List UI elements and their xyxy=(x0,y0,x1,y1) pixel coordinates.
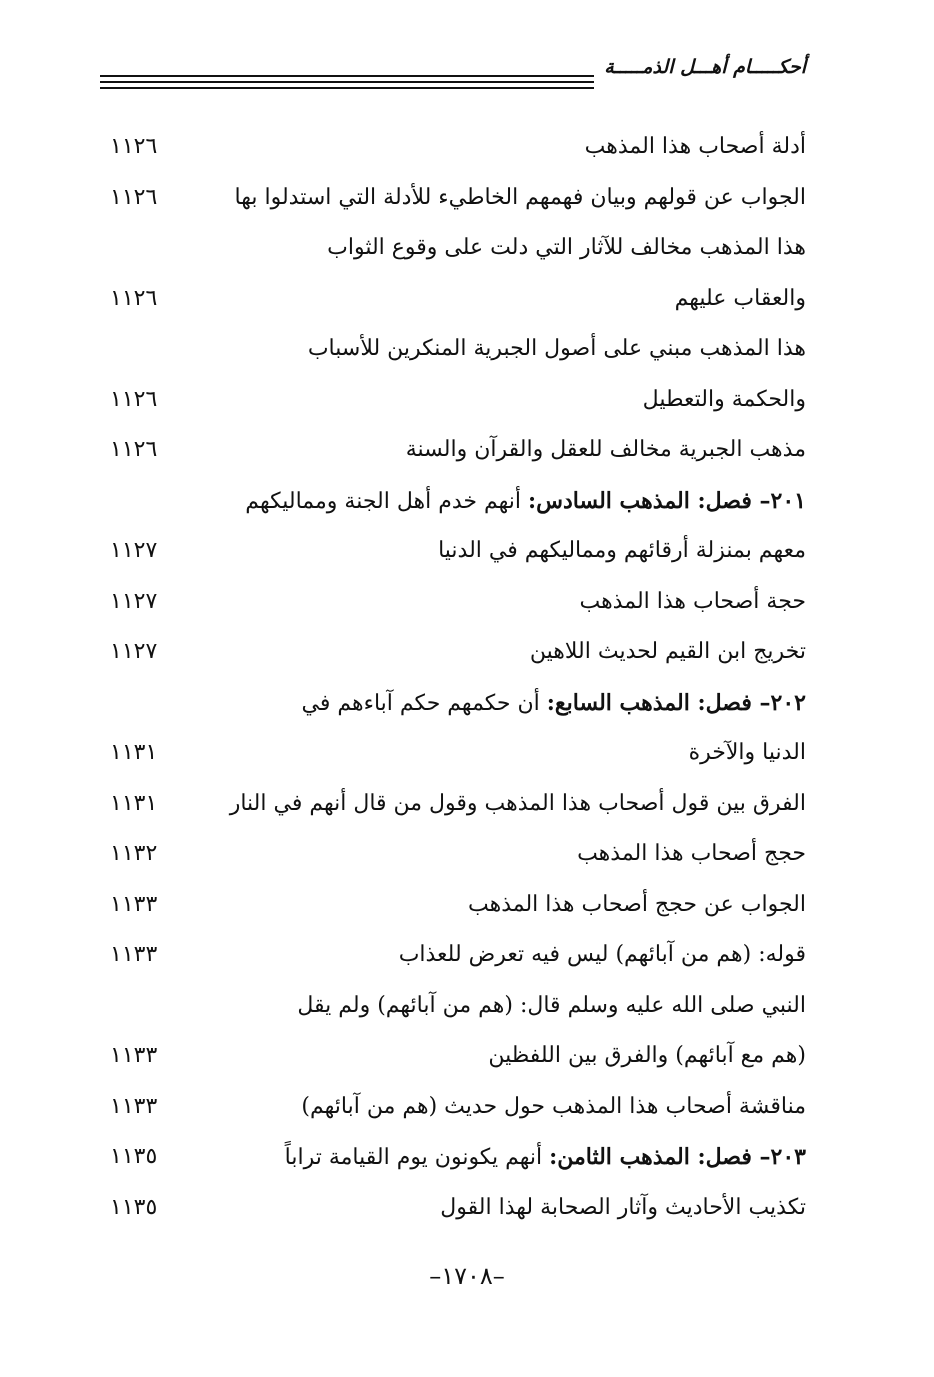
section-heading: – فصل: المذهب الثامن: xyxy=(549,1144,771,1170)
toc-entry xyxy=(0,175,934,225)
entry-title: هذا المذهب مبني على أصول الجبرية المنكرين للأسباب xyxy=(307,336,806,361)
toc-entry xyxy=(0,629,934,679)
toc-entry xyxy=(0,427,934,477)
toc-entry xyxy=(0,276,934,326)
toc-entry-text xyxy=(689,738,806,768)
toc-entry xyxy=(0,831,934,881)
toc-entry-text xyxy=(230,789,806,819)
toc-page-number: ١١٣٢ xyxy=(110,841,158,866)
toc-entry xyxy=(0,730,934,780)
toc-entry-text xyxy=(440,1193,806,1223)
entry-title: معهم بمنزلة أرقائهم ومماليكهم في الدنيا xyxy=(438,538,806,563)
toc-page-number: ١١٢٦ xyxy=(110,437,158,462)
toc-entry-text xyxy=(585,132,806,162)
header-title: أحكـــــام أهـــل الذمـــــة xyxy=(604,56,806,78)
toc-entry xyxy=(0,882,934,932)
entry-title: مناقشة أصحاب هذا المذهب حول حديث (هم من آبائهم) xyxy=(301,1093,806,1119)
entry-title: أن حكمهم حكم آباءهم في xyxy=(301,690,547,716)
entry-title: حجة أصحاب هذا المذهب xyxy=(579,588,806,614)
toc-entry-text xyxy=(399,940,806,970)
entry-title: أنهم خدم أهل الجنة ومماليكهم xyxy=(245,488,528,514)
entry-title: (هم مع آبائهم) والفرق بين اللفظين xyxy=(488,1043,806,1068)
toc-entry xyxy=(0,1185,934,1235)
toc-page-number: ١١٢٧ xyxy=(110,639,158,664)
entry-title: الدنيا والآخرة xyxy=(688,740,806,765)
toc-entry xyxy=(0,528,934,578)
toc-entry xyxy=(0,1084,934,1134)
toc-entry-text xyxy=(285,1142,806,1173)
toc-page-number: ١١٣١ xyxy=(110,740,158,765)
toc-entry-text xyxy=(675,284,806,314)
section-heading: – فصل: المذهب السابع: xyxy=(546,689,771,716)
entry-title: تكذيب الأحاديث وآثار الصحابة لهذا القول xyxy=(440,1194,806,1220)
toc-entry-text xyxy=(235,183,807,213)
toc-page-number: ١١٣٣ xyxy=(110,1093,158,1119)
toc-entry xyxy=(0,932,934,982)
toc-page-number: ١١٣٣ xyxy=(110,942,158,967)
header-rule xyxy=(100,75,594,77)
toc-entry-text xyxy=(406,435,806,465)
toc-entry-text xyxy=(643,385,806,415)
toc-page-number: ١١٣٥ xyxy=(110,1144,158,1169)
toc-entry-text xyxy=(530,637,806,667)
toc-entry xyxy=(0,1134,934,1184)
header-rule xyxy=(100,87,594,89)
entry-title: النبي صلى الله عليه وسلم قال: (هم من آبائهم) ولم يقل xyxy=(297,992,806,1018)
toc-entry-text xyxy=(488,1041,806,1071)
entry-title: والحكمة والتعطيل xyxy=(642,386,806,412)
toc-entry-text xyxy=(438,536,806,566)
toc-entry-text xyxy=(308,334,806,364)
toc-entry xyxy=(0,781,934,831)
entry-title: أدلة أصحاب هذا المذهب xyxy=(584,134,806,159)
toc-page-number: ١١٣١ xyxy=(110,790,158,816)
entry-title: أنهم يكونون يوم القيامة تراباً xyxy=(284,1145,550,1170)
entry-title: الجواب عن قولهم وبيان فهمهم الخاطيء للأدلة التي استدلوا بها xyxy=(234,184,806,210)
toc-entry-text xyxy=(302,688,806,719)
toc-entry-text xyxy=(579,587,806,617)
toc-entry xyxy=(0,124,934,174)
entry-title: الجواب عن حجج أصحاب هذا المذهب xyxy=(467,891,806,917)
toc-entry xyxy=(0,680,934,730)
toc-page-number: ١١٢٧ xyxy=(110,588,158,614)
toc-entry xyxy=(0,326,934,376)
toc-entry-text xyxy=(301,1092,806,1122)
toc-entry xyxy=(0,377,934,427)
toc-page-number: ١١٢٦ xyxy=(110,134,158,159)
toc-page-number: ١١٢٦ xyxy=(110,386,158,412)
section-number: ٢٠١ xyxy=(770,487,806,514)
toc-page-number: ١١٣٥ xyxy=(110,1194,158,1220)
toc-entry-text xyxy=(245,486,806,517)
section-number: ٢٠٢ xyxy=(770,689,806,716)
header-rule xyxy=(100,81,594,83)
section-heading: – فصل: المذهب السادس: xyxy=(527,487,771,514)
toc-entry-text xyxy=(577,839,806,869)
toc-page-number: ١١٣٣ xyxy=(110,1043,158,1068)
toc-entry xyxy=(0,225,934,275)
entry-title: تخريج ابن القيم لحديث اللاهين xyxy=(529,639,806,664)
entry-title: الفرق بين قول أصحاب هذا المذهب وقول من قال أنهم في النار xyxy=(229,790,806,816)
toc-page-number: ١١٢٦ xyxy=(110,184,158,210)
toc-entry xyxy=(0,478,934,528)
entry-title: مذهب الجبرية مخالف للعقل والقرآن والسنة xyxy=(405,437,806,462)
toc-entry xyxy=(0,579,934,629)
page-number: –١٧٠٨– xyxy=(429,1262,505,1290)
toc-entry-text xyxy=(468,890,806,920)
toc-entry-text xyxy=(297,991,806,1021)
section-number: ٢٠٣ xyxy=(770,1144,806,1170)
entry-title: والعقاب عليهم xyxy=(674,285,806,311)
toc-entry-text xyxy=(327,233,806,263)
toc-page-number: ١١٣٣ xyxy=(110,891,158,917)
toc-entry xyxy=(0,983,934,1033)
entry-title: هذا المذهب مخالف للآثار التي دلت على وقوع الثواب xyxy=(327,235,806,260)
toc-page-number: ١١٢٦ xyxy=(110,285,158,311)
toc-page-number: ١١٢٧ xyxy=(110,538,158,563)
entry-title: حجج أصحاب هذا المذهب xyxy=(577,841,806,866)
toc-entry xyxy=(0,1033,934,1083)
entry-title: قوله: (هم من آبائهم) ليس فيه تعرض للعذاب xyxy=(398,942,806,967)
